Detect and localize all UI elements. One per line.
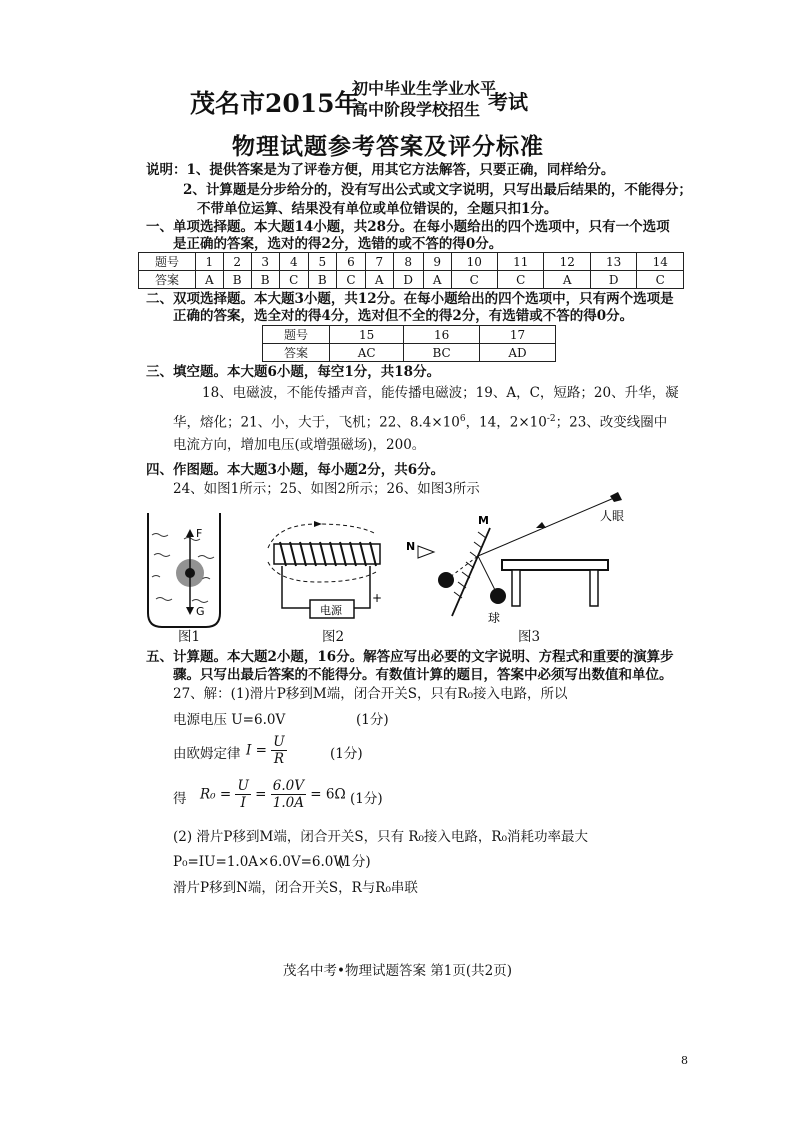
q-answer: C <box>497 271 543 289</box>
wire-right <box>354 566 370 608</box>
section4-line1: 24、如图1所示；25、如图2所示；26、如图3所示 <box>173 481 480 497</box>
header-city-year: 茂名市2015年 <box>190 89 360 118</box>
score-3: (1分) <box>350 791 383 807</box>
q-answer: D <box>590 271 636 289</box>
ohm-law-label: 由欧姆定律 <box>173 746 241 762</box>
q-answer: A <box>423 271 451 289</box>
ohm-law-formula: I = $\frac{U}{R}$ <box>246 734 285 767</box>
table-top <box>502 560 608 570</box>
label-m: M <box>478 514 489 527</box>
page-title: 物理试题参考答案及评分标准 <box>232 133 544 160</box>
get-label: 得 <box>173 791 187 807</box>
q-answer: C <box>451 271 497 289</box>
q-answer: B <box>308 271 336 289</box>
q-answer: B <box>251 271 279 289</box>
label-plus: + <box>372 591 383 605</box>
r0-formula: R₀ = $\frac{U}{I}$ = $\frac{6.0V}{1.0A}$ = 6Ω <box>200 778 346 811</box>
label-ball: 球 <box>488 611 501 625</box>
q27-intro: 27、解：(1)滑片P移到M端，闭合开关S，只有R₀接入电路，所以 <box>173 686 568 702</box>
q-num: 15 <box>330 326 404 344</box>
table-row-answers <box>139 271 684 289</box>
q-num: 10 <box>451 253 497 271</box>
arrow-up-icon <box>186 529 194 537</box>
figure-3-caption: 图3 <box>518 629 541 645</box>
q-num: 16 <box>404 326 480 344</box>
supply-voltage: 电源电压 U=6.0V <box>173 712 286 728</box>
section1-line1: 一、单项选择题。本大题14小题，共28分。在每小题给出的四个选项中，只有一个选项 <box>146 219 670 235</box>
row-label-a: 答案 <box>263 344 330 362</box>
q-num: 14 <box>637 253 684 271</box>
score-4: (1分) <box>338 854 371 870</box>
section3-line1: 18、电磁波，不能传播声音，能传播电磁波；19、A，C，短路；20、升华，凝 <box>202 385 679 401</box>
row-label-a: 答案 <box>139 271 196 289</box>
q-num: 13 <box>590 253 636 271</box>
figure-2-caption: 图2 <box>322 629 345 645</box>
q-answer: BC <box>404 344 480 362</box>
incident-ray <box>478 556 498 596</box>
arrow-right-icon <box>314 521 322 527</box>
section2-line1: 二、双项选择题。本大题3小题，共12分。在每小题给出的四个选项中，只有两个选项是 <box>146 291 674 307</box>
last-line: 滑片P移到N端，闭合开关S，R与R₀串联 <box>173 880 418 896</box>
header-exam-line2: 高中阶段学校招生 <box>352 100 481 119</box>
part-2-text: (2) 滑片P移到M端，闭合开关S，只有 R₀接入电路，R₀消耗功率最大 <box>173 829 589 845</box>
table-leg-left <box>512 570 520 606</box>
q-answer: A <box>544 271 590 289</box>
section4-heading: 四、作图题。本大题3小题，每小题2分，共6分。 <box>146 462 445 478</box>
reflected-ray <box>478 498 614 556</box>
figure-3-mirror-diagram <box>428 488 648 628</box>
label-power-source: 电源 <box>320 604 342 617</box>
q-num: 3 <box>251 253 279 271</box>
q-answer: C <box>637 271 684 289</box>
q-answer: A <box>365 271 393 289</box>
label-f: F <box>196 527 203 540</box>
q-num: 1 <box>196 253 224 271</box>
q-num: 9 <box>423 253 451 271</box>
section5-line2: 骤。只写出最后答案的不能得分。有数值计算的题目，答案中必须写出数值和单位。 <box>173 667 673 683</box>
label-eye: 人眼 <box>600 509 625 523</box>
q-answer: C <box>336 271 365 289</box>
q-num: 6 <box>336 253 365 271</box>
mirror-m <box>452 528 490 616</box>
wire-left <box>282 566 310 608</box>
header-exam-line1: 初中毕业生学业水平 <box>352 79 497 98</box>
section1-answer-table <box>138 252 684 289</box>
table-leg-right <box>590 570 598 606</box>
label-n: N <box>406 540 416 553</box>
q-num: 5 <box>308 253 336 271</box>
q-num: 11 <box>497 253 543 271</box>
figure-1-caption: 图1 <box>178 629 201 645</box>
section3-line2: 华，熔化；21、小，大于，飞机；22、$8.4\times 10^6$，14，$2\times 10^{-2}$；23、改变线圈中 <box>173 414 668 431</box>
arrow-down-icon <box>186 607 194 615</box>
arrow-icon <box>536 522 546 528</box>
note-1: 说明：1、提供答案是为了评卷方便，用其它方法解答，只要正确，同样给分。 <box>146 162 615 178</box>
mirror-hatching <box>454 532 486 598</box>
power-formula: P₀=IU=1.0A×6.0V=6.0W <box>173 854 348 870</box>
q-num: 17 <box>480 326 556 344</box>
field-line-bottom <box>268 562 376 582</box>
section3-line3: 电流方向，增加电压(或增强磁场)，200。 <box>173 437 426 453</box>
note-3: 不带单位运算、结果没有单位或单位错误的，全题只扣1分。 <box>197 201 558 217</box>
label-g: G <box>196 605 205 618</box>
score-2: (1分) <box>330 746 363 762</box>
note-2: 2、计算题是分步给分的，没有写出公式或文字说明，只写出最后结果的，不能得分； <box>183 182 692 198</box>
q-num: 2 <box>223 253 251 271</box>
q-num: 8 <box>393 253 423 271</box>
score-1: (1分) <box>356 712 389 728</box>
q-num: 4 <box>279 253 308 271</box>
q-answer: B <box>223 271 251 289</box>
header-exam-word: 考试 <box>488 90 528 114</box>
page-footer: 茂名中考•物理试题答案 第1页(共2页) <box>283 963 512 979</box>
section2-line2: 正确的答案，选全对的得4分，选对但不全的得2分，有选错或不答的得0分。 <box>173 308 634 324</box>
section3-heading: 三、填空题。本大题6小题，每空1分，共18分。 <box>146 364 441 380</box>
table-row-numbers <box>263 326 556 344</box>
row-label-q: 题号 <box>263 326 330 344</box>
page-number: 8 <box>681 1054 688 1067</box>
q-answer: AC <box>330 344 404 362</box>
q-answer: A <box>196 271 224 289</box>
section5-line1: 五、计算题。本大题2小题，16分。解答应写出必要的文字说明、方程式和重要的演算步 <box>146 649 674 665</box>
figure-1-beaker-diagram <box>140 505 230 635</box>
section1-line2: 是正确的答案，选对的得2分，选错的或不答的得0分。 <box>173 236 503 252</box>
figure-2-solenoid-diagram <box>258 520 438 625</box>
table-row-answers <box>263 344 556 362</box>
row-label-q: 题号 <box>139 253 196 271</box>
q-num: 7 <box>365 253 393 271</box>
table-row-numbers <box>139 253 684 271</box>
q-answer: AD <box>480 344 556 362</box>
q-answer: C <box>279 271 308 289</box>
eye-icon <box>610 492 622 502</box>
q-answer: D <box>393 271 423 289</box>
q-num: 12 <box>544 253 590 271</box>
section2-answer-table <box>262 325 556 362</box>
